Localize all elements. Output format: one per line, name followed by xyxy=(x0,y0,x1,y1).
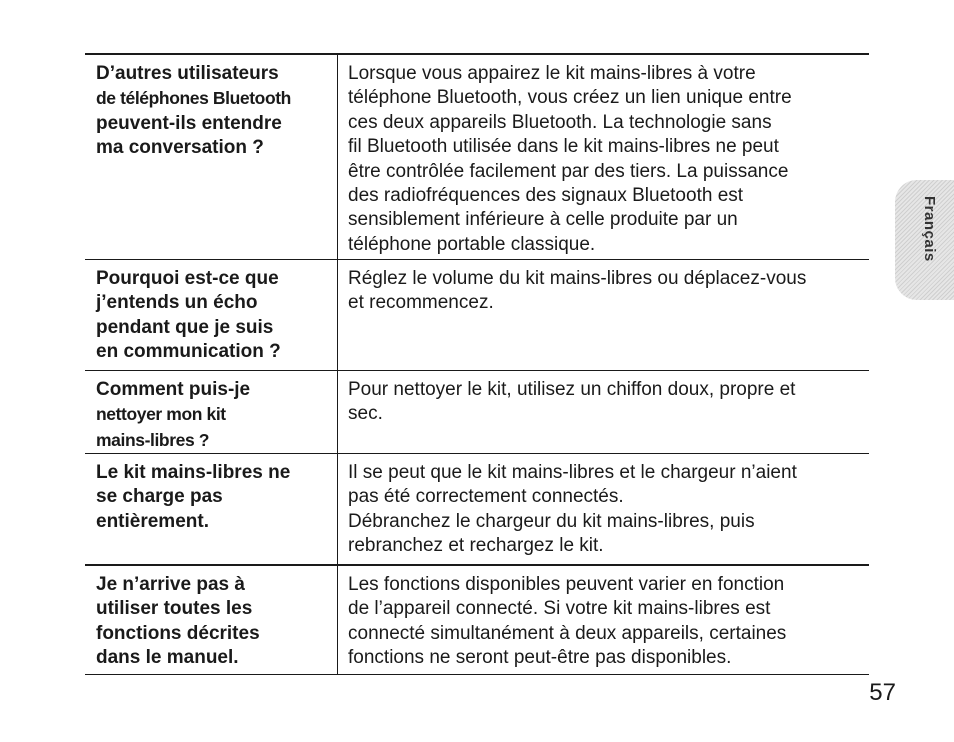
faq-row xyxy=(85,454,869,566)
faq-question xyxy=(85,371,338,453)
faq-question-text: de téléphones Bluetooth xyxy=(96,88,291,109)
faq-answer: Lorsque vous appairez le kit mains-libres à votre téléphone Bluetooth, vous créez un lien unique entre ces deux appareils Bluetooth. La technologie sans fil Bluetooth utilisée dans le kit mains-libres ne peut être contrôlée facilement par des tiers. La puissance des radiofréquences des signaux Bluetooth est sensiblement inférieure à celle produite par un téléphone portable classique. xyxy=(348,63,792,255)
faq-question-text: D’autres utilisateurs xyxy=(96,63,279,84)
faq-row xyxy=(85,566,869,675)
faq-question-text: Comment puis-je xyxy=(96,379,251,400)
faq-row xyxy=(85,371,869,454)
page-number: 57 xyxy=(869,679,896,706)
faq-answer: Pour nettoyer le kit, utilisez un chiffon doux, propre et sec. xyxy=(348,379,796,425)
faq-answer: Réglez le volume du kit mains-libres ou déplacez-vous et recommencez. xyxy=(348,268,807,314)
faq-answer: Il se peut que le kit mains-libres et le chargeur n’aient pas été correctement connectés. Débranchez le chargeur du kit mains-libres, puis rebranchez et rechargez le kit. xyxy=(348,462,797,557)
faq-question-text: nettoyer mon kit mains-libres ? xyxy=(96,404,226,450)
faq-answer: Les fonctions disponibles peuvent varier en fonction de l’appareil connecté. Si votre kit mains-libres est connecté simultanément à deux appareils, certaines fonctions ne seront peut-être pas disponibles. xyxy=(348,574,787,669)
faq-question: Le kit mains-libres ne se charge pas entièrement. xyxy=(85,454,338,564)
faq-row xyxy=(85,55,869,260)
faq-question: Je n’arrive pas à utiliser toutes les fonctions décrites dans le manuel. xyxy=(85,566,338,674)
faq-table xyxy=(85,53,869,675)
faq-question: Pourquoi est-ce que j’entends un écho pendant que je suis en communication ? xyxy=(85,260,338,370)
faq-question xyxy=(85,55,338,259)
faq-question-text: peuvent-ils entendre ma conversation ? xyxy=(96,112,282,159)
language-tab-label: Français xyxy=(921,196,938,262)
faq-row xyxy=(85,260,869,371)
